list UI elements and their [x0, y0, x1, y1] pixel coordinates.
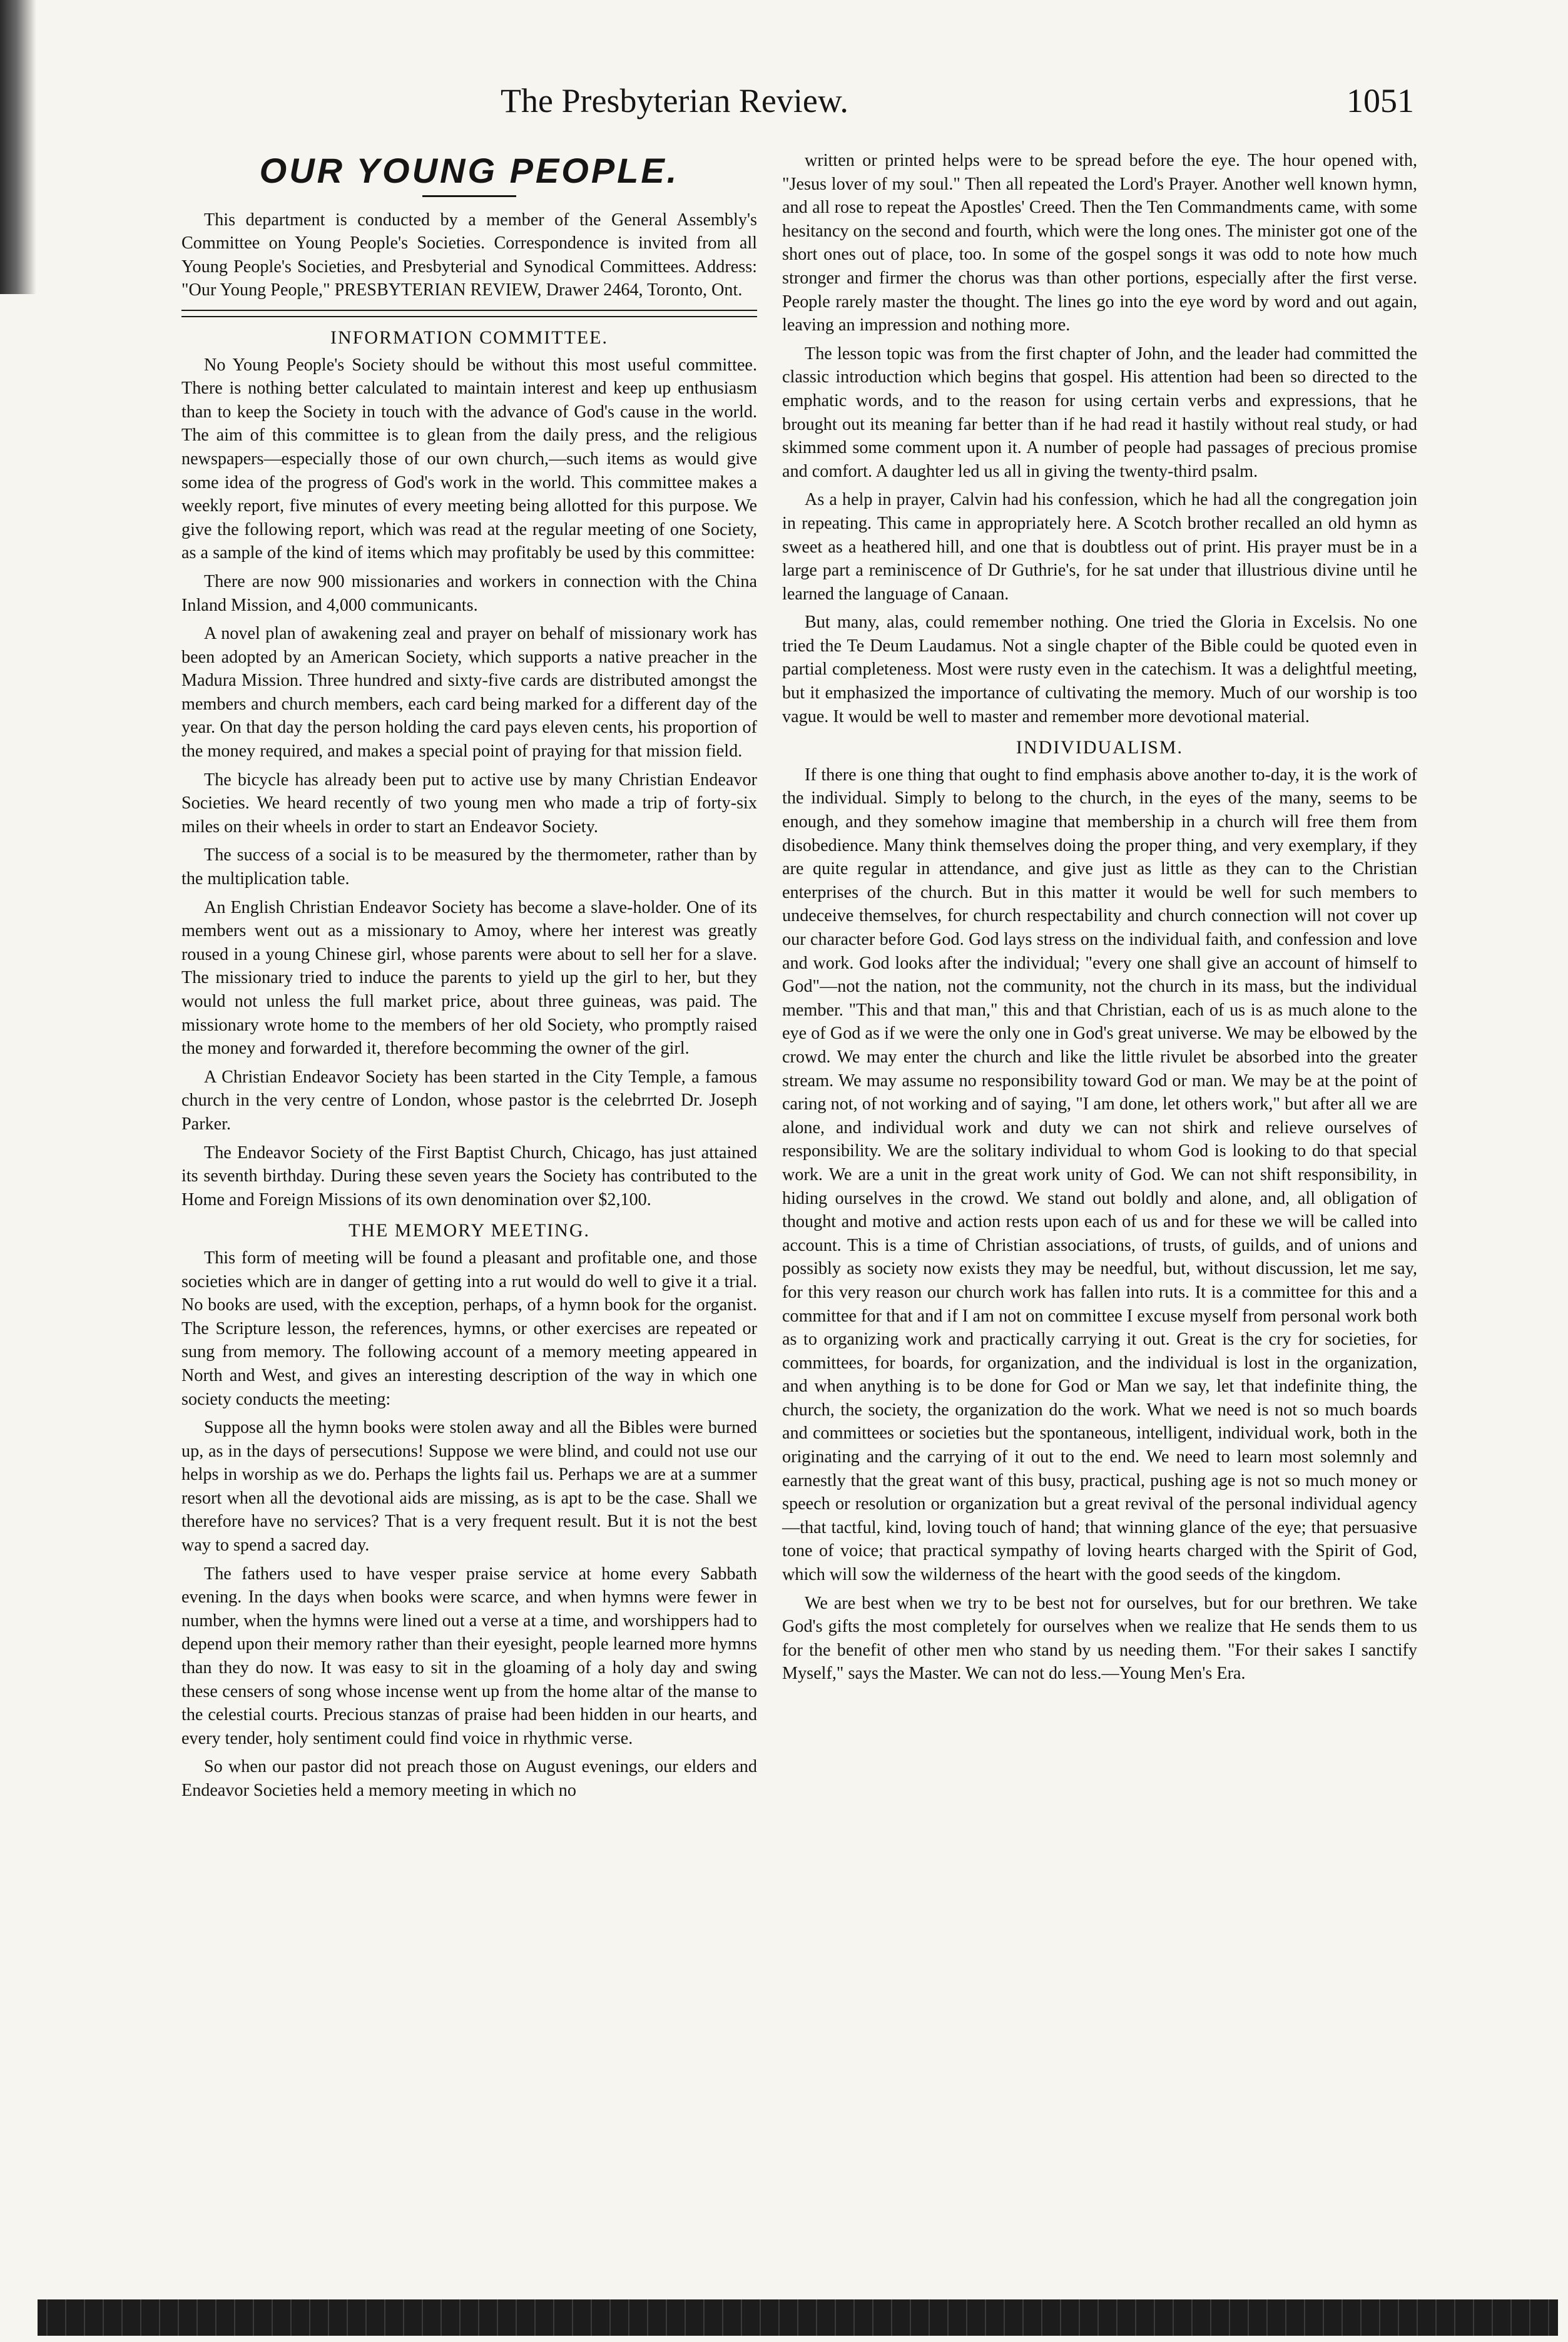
- running-head: [501, 81, 1414, 131]
- paragraph: The bicycle has already been put to active use by many Christian Endeavor Societies. We heard recently of two young men who made a trip of forty-six miles on their wheels in order to start an Endeavor Society.: [181, 770, 757, 837]
- paragraph: An English Christian Endeavor Society has become a slave-holder. One of its members went out as a missionary to Amoy, where her interest was greatly roused in a young Chinese girl, whose parents were about to sell her for a slave. The missionary tried to induce the parents to yield up the girl to her, but they would not unless the full market price, about three guineas, was paid. The missionary wrote home to the members of her old Society, who promptly raised the money and forwarded it, therefore becomming the owner of the girl.: [181, 897, 757, 1059]
- paragraph: If there is one thing that ought to find emphasis above another to-day, it is the work of the individual. Simply to belong to the church, in the eyes of the many, seems to be enough, and they somehow imagine that membership in a church will free them from disobedience. Many think themselves doing the proper thing, and very exemplary, if they are quite regular in attendance, and give just as little as they can to the Christian enterprises of the church. But in this matter it would be well for such members to undeceive themselves, for church respectability and church connection will not cover up our character before God. God lays stress on the individual faith, and confession and love and work. God looks after the individual; "every one shall give an account of himself to God"—not the nation, not the community, not the church in its mass, but the individual member. "This and that man," this and that Christian, each of us is as much alone to the eye of God as if we were the only one in God's great universe. We may be elbowed by the crowd. We may enter the church and like the little rivulet be absorbed into the greater stream. We may assume no responsibility toward God or man. We may be at the point of caring not, of not working and of saying, "I am done, let others work," but after all we are alone, and individual work and duty we can not shirk and relieve ourselves of responsibility. We are the solitary individual to whom God is looking to do that special work. We are a unit in the great work unity of God. We can not shift responsibility, in hiding ourselves in the crowd. We stand out boldly and alone, and, all obligation of thought and motive and action rests upon each of us and for these we will be called into account. This is a time of Christian associations, of trusts, of guilds, and of unions and possibly as society now exists they may be needful, but, without discussion, let me say, for this very reason our church work has fallen into ruts. It is a committee for this and a committee for that and if I am not on committee I excuse myself from personal work both as to organizing work and practically carrying it out. Great is the cry for societies, for committees, for boards, for organization, and the individual is lost in the organization, and when anything is to be done for God or Man we say, let that indefinite thing, the church, the society, the organization do the work. What we need is not so much boards and committees or societies but the spontaneous, intelligent, individual work, both in the originating and the carrying of it out to the end. We need to learn most solemnly and earnestly that the great want of this busy, practical, pushing age is not so much money or speech or resolution or organization but a great revival of the personal individual agency—that tactful, kind, loving touch of hand; that winning glance of the eye; that persuasive tone of voice; that practical sympathy of loving hearts charged with the Spirit of God, which will sow the wilderness of the heart with the good seeds of the kingdom.: [782, 765, 1417, 1585]
- paragraph: So when our pastor did not preach those on August evenings, our elders and Endeavor Societies held a memory meeting in which no: [181, 1757, 757, 1800]
- paragraph: But many, alas, could remember nothing. One tried the Gloria in Excelsis. No one tried the Te Deum Laudamus. Not a single chapter of the Bible could be quoted even in partial completeness. Most were rusty even in the catechism. It was a delightful meeting, but it emphasized the importance of cultivating the memory. Much of our worship is too vague. It would be well to master and remember more devotional material.: [782, 613, 1417, 726]
- paragraph: Suppose all the hymn books were stolen away and all the Bibles were burned up, as in the days of persecutions! Suppose we were blind, and could not use our helps in worship as we do. Perhaps the lights fail us. Perhaps we are at a summer resort when all the devotional aids are missing, as is apt to be the case. Shall we therefore have no services? That is a very frequent result. But it is not the best way to spend a sacred day.: [181, 1418, 757, 1555]
- paragraph: written or printed helps were to be spread before the eye. The hour opened with, "Jesus lover of my soul." Then all repeated the Lord's Prayer. Another well known hymn, and all rose to repeat the Apostles' Creed. Then the Ten Commandments came, with some hesitancy on the second and fourth, which were the long ones. The minister got one of the short ones out of place, too. In some of the gospel songs it was odd to note how much stronger and firmer the chorus was than other portions, especially after the first verse. People rarely master the thought. The lines go into the eye word by word and out again, leaving an impression and nothing more.: [782, 151, 1417, 335]
- paragraph: The success of a social is to be measured by the thermometer, rather than by the multiplication table.: [181, 845, 757, 889]
- paragraph: The fathers used to have vesper praise service at home every Sabbath evening. In the days when books were scarce, and when hymns were fewer in number, when the hymns were lined out a verse at a time, and worshippers had to depend upon their memory rather than their eyesight, people learned more hymns than they do now. It was easy to sit in the gloaming of a holy day and swing these censers of song whose incense went up from the home altar of the manse to the celestial courts. Precious stanzas of praise had been hidden in our hearts, and every tender, holy sentiment could find voice in rhythmic verse.: [181, 1564, 757, 1748]
- section-heading-memory-meeting: THE MEMORY MEETING.: [348, 1220, 591, 1241]
- paragraph: There are now 900 missionaries and workers in connection with the China Inland Mission, and 4,000 communicants.: [181, 571, 757, 615]
- department-intro: This department is conducted by a member of the General Assembly's Committee on Young People's Societies. Correspondence is invited from all Young People's Societies, and Presbyterial and Synodical Committees. Address: "Our Young People," PRESBYTERIAN REVIEW, Drawer 2464, Toronto, Ont.: [181, 210, 757, 300]
- paragraph: A novel plan of awakening zeal and prayer on behalf of missionary work has been adopted by an American Society, which supports a native preacher in the Madura Mission. Three hundred and sixty-five cards are distributed amongst the members and church members, each card being marked for a different day of the year. On that day the person holding the card pays eleven cents, his proportion of the money required, and makes a special point of praying for that mission field.: [181, 624, 757, 761]
- title-rule: [422, 195, 516, 197]
- paragraph: The lesson topic was from the first chapter of John, and the leader had committed the classic introduction which begins that gospel. His attention had been so directed to the emphatic words, and to the reason for using certain verbs and expressions, that he brought out its meaning far better than if he had read it hastily without real study, or had skimmed some comment upon it. A number of people had passages of precious promise and comfort. A daughter led us all in giving the twenty-third psalm.: [782, 344, 1417, 481]
- double-rule: [181, 310, 757, 317]
- section-heading-individualism: INDIVIDUALISM.: [1016, 737, 1184, 758]
- scan-edge-shadow: [0, 0, 36, 294]
- scan-bottom-border: [38, 2299, 1558, 2336]
- publication-title: The Presbyterian Review.: [501, 82, 848, 120]
- paragraph: As a help in prayer, Calvin had his confession, which he had all the congregation join in repeating. This came in appropriately here. A Scotch brother recalled an old hymn as sweet as a heathered hill, and one that is doubtless out of print. His prayer must be in a large part a reminiscence of Dr Guthrie's, for he sat under that illustrious divine until he learned the language of Canaan.: [782, 490, 1417, 604]
- page-number: 1051: [1347, 82, 1414, 120]
- department-title: OUR YOUNG PEOPLE.: [259, 151, 680, 190]
- left-column: [181, 138, 757, 1808]
- paragraph: The Endeavor Society of the First Baptist Church, Chicago, has just attained its seventh birthday. During these seven years the Society has contributed to the Home and Foreign Missions of its own denomination over $2,100.: [181, 1143, 757, 1209]
- section-heading-information-committee: INFORMATION COMMITTEE.: [330, 327, 608, 348]
- paragraph: This form of meeting will be found a pleasant and profitable one, and those societies which are in danger of getting into a rut would do well to give it a trial. No books are used, with the exception, perhaps, of a hymn book for the organist. The Scripture lesson, the references, hymns, or other exercises are repeated or sung from memory. The following account of a memory meeting appeared in North and West, and gives an interesting description of the way in which one society conducts the meeting:: [181, 1248, 757, 1409]
- paragraph: No Young People's Society should be without this most useful committee. There is nothing better calculated to maintain interest and keep up enthusiasm than to keep the Society in touch with the advance of God's cause in the world. The aim of this committee is to glean from the daily press, and the religious newspapers—especially those of our own church,—such items as would give some idea of the progress of God's work in the world. This committee makes a weekly report, five minutes of every meeting being allotted for this purpose. We give the following report, which was read at the regular meeting of one Society, as a sample of the kind of items which may profitably be used by this committee:: [181, 355, 757, 563]
- right-column: [782, 149, 1417, 1691]
- paragraph: We are best when we try to be best not for ourselves, but for our brethren. We take God's gifts the most completely for ourselves when we realize that He sends them to us for the benefit of other men who stand by us needing them. "For their sakes I sanctify Myself," says the Master. We can not do less.—Young Men's Era.: [782, 1593, 1417, 1684]
- paragraph: A Christian Endeavor Society has been started in the City Temple, a famous church in the very centre of London, whose pastor is the celebrrted Dr. Joseph Parker.: [181, 1067, 757, 1134]
